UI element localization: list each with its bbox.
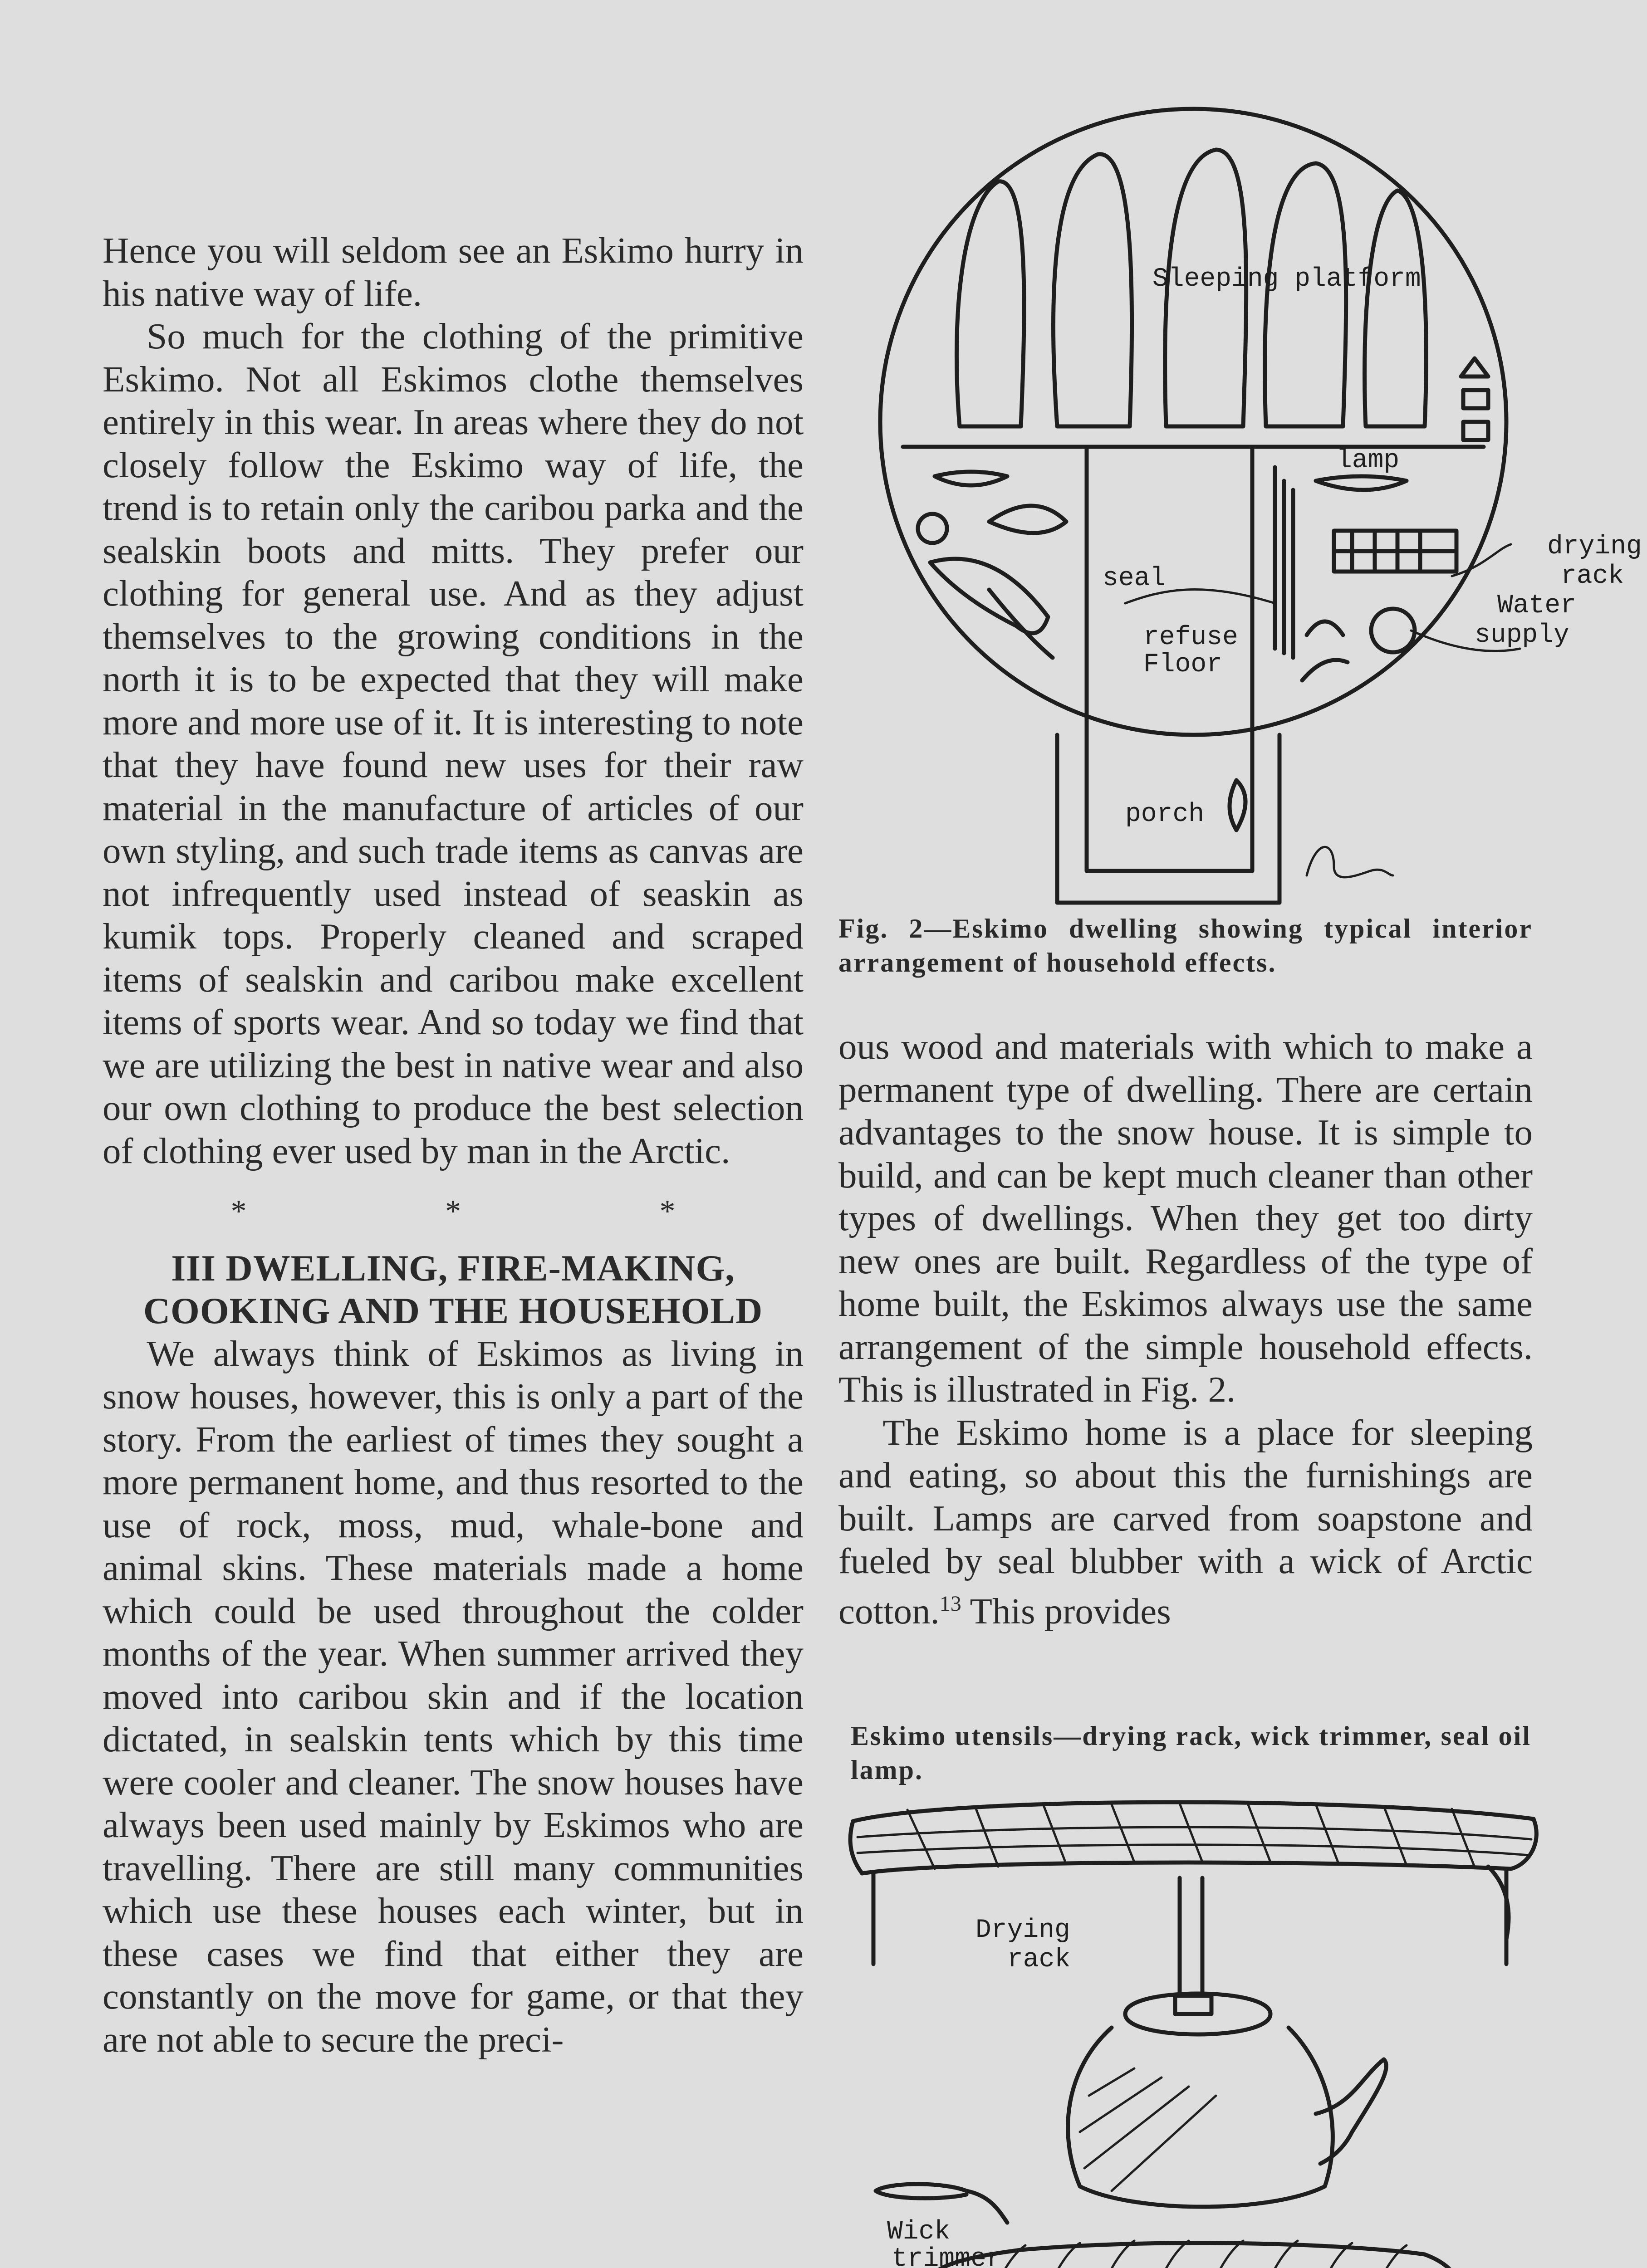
label-wick: Wick	[887, 2217, 951, 2247]
sleeping-skin	[1054, 154, 1132, 426]
side-objects	[1461, 358, 1488, 440]
label-sleeping-platform: Sleeping platform	[1152, 264, 1421, 294]
label-trimmer: trimmer	[892, 2244, 1002, 2268]
section-separator: * * *	[230, 1194, 771, 1229]
pot-icon	[918, 514, 947, 543]
sleeping-skin	[1365, 191, 1426, 426]
label-rack: rack	[1007, 1945, 1071, 1975]
dish-icon	[989, 506, 1066, 533]
label-porch: porch	[1125, 800, 1205, 829]
dwelling-plan-illustration	[880, 109, 1642, 903]
footnote-ref: 13	[939, 1591, 961, 1616]
label-water: Water	[1497, 591, 1577, 621]
label-rack: rack	[1561, 562, 1624, 591]
seal-icon	[930, 559, 1053, 658]
water-supply-icon	[1371, 609, 1415, 652]
label-drying: Drying	[975, 1916, 1070, 1945]
kettle-hatching	[1080, 2068, 1216, 2191]
section-heading-line: COOKING AND THE HOUSEHOLD	[143, 1290, 763, 1331]
paragraph: Hence you will seldom see an Eskimo hurry in his native way of life.	[103, 230, 804, 314]
drying-rack-legs	[873, 1867, 1509, 1964]
label-supply: supply	[1475, 621, 1569, 650]
lamp-icon	[1316, 476, 1407, 490]
paragraph-text: The Eskimo home is a place for sleeping and eating, so about this the furnishings are built. Lamps are carved from soapstone and fueled by seal blubber with a wick of Arctic cotton.	[838, 1412, 1533, 1632]
figure-caption: Eskimo utensils—drying rack, wick trimmer, seal oil lamp.	[851, 1721, 1531, 1785]
label-refuse: refuse	[1143, 623, 1238, 652]
paragraph-text: This provides	[961, 1590, 1171, 1632]
lamp-icon	[935, 472, 1007, 485]
kettle-spout	[1316, 2059, 1386, 2164]
sleeping-skin	[956, 181, 1024, 426]
label-floor: Floor	[1143, 650, 1223, 679]
artist-signature	[1307, 847, 1393, 877]
drying-rack-icon	[1334, 531, 1456, 572]
figure-caption: Fig. 2—Eskimo dwelling showing typical interior arrangement of household effects.	[838, 914, 1533, 978]
fish-icon	[1230, 780, 1245, 830]
refuse-lines	[1275, 467, 1293, 658]
paragraph: We always think of Eskimos as living in snow houses, however, this is only a part of the story. From the earliest of times they sought a more permanent home, and thus resorted to the use of rock, moss, mud, whale-bone and animal skins. These materials made a home which could be used throughout the colder months of the year. When summer arrived they moved into caribou skin and if the location dictated, in sealskin tents which by this time were cooler and cleaner. The snow houses have always been used mainly by Eskimos who are travelling. There are still many communities which use these houses each winter, but in these cases we find that either they are constantly on the move for game, or that they are not able to secure the preci-	[103, 1333, 804, 2060]
label-drying: drying	[1547, 532, 1642, 562]
label-seal: seal	[1103, 564, 1166, 593]
label-lamp: lamp	[1336, 446, 1400, 475]
sleeping-skin	[1265, 163, 1346, 426]
kettle-body	[1068, 2028, 1333, 2207]
section-heading-line: III DWELLING, FIRE-MAKING,	[171, 1247, 735, 1289]
drying-rack-mesh	[858, 1804, 1531, 1869]
paragraph: So much for the clothing of the primitive Eskimo. Not all Eskimos clothe themselves entirely in this wear. In areas where they do not closely follow the Eskimo way of life, the trend is to retain only the caribou parka and the sealskin boots and mitts. They prefer our clothing for general use. And as they adjust themselves to the growing conditions in the north it is to be expected that they will make more and more use of it. It is interesting to note that they have found new uses for their raw material in the manufacture of articles of our own styling, and such trade items as canvas are not infrequently used instead of seaskin as kumik tops. Properly cleaned and scraped items of sealskin and caribou make excellent items of sports wear. And so today we find that we are utilizing the best in native wear and also our own clothing to produce the best selection of clothing ever used by man in the Arctic.	[103, 316, 804, 1171]
paragraph: ous wood and materials with which to make a permanent type of dwelling. There are certain advantages to the snow house. It is simple to build, and can be kept much cleaner than other types of dwellings. When they get too dirty new ones are built. Regardless of the type of home built, the Eskimos always use the same arrangement of the simple household effects. This is illustrated in Fig. 2.	[838, 1026, 1533, 1410]
utensils-illustration	[850, 1802, 1561, 2268]
refuse-bones	[1302, 621, 1348, 680]
